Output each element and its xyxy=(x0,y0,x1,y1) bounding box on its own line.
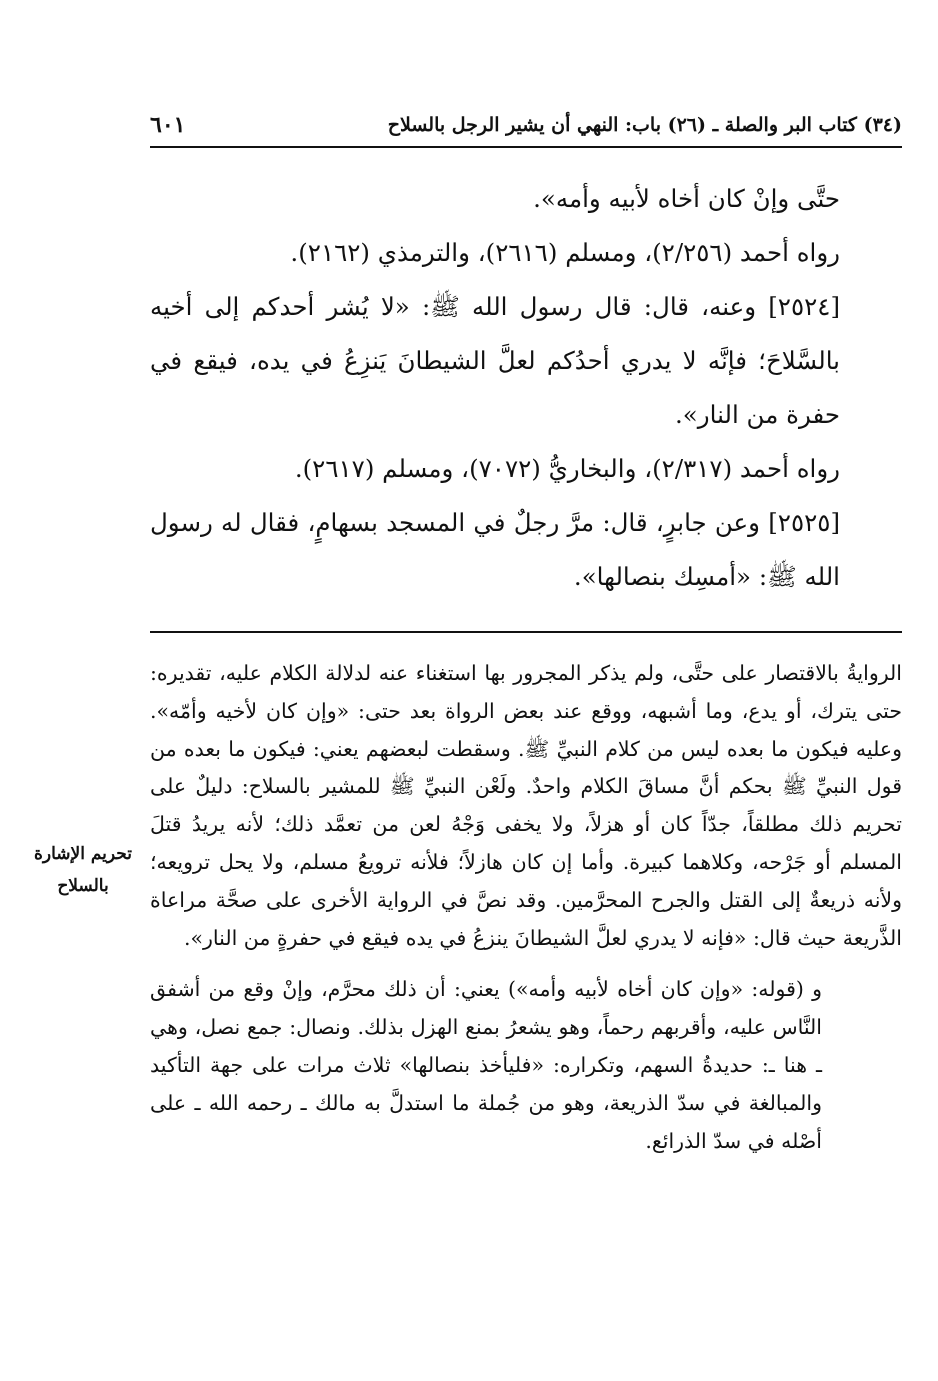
chapter-title: (٣٤) كتاب البر والصلة ـ (٢٦) باب: النهي أن يشير الرجل بالسلاح xyxy=(387,114,902,136)
hadith-reference: رواه أحمد (٢/٢٥٦)، ومسلم (٢٦١٦)، والترمذي (٢١٦٢). xyxy=(290,238,840,267)
header-divider xyxy=(150,146,902,148)
hadith-2525: [٢٥٢٥] وعن جابرٍ، قال: مرَّ رجلٌ في المسجد بسهامٍ، فقال له رسول الله ﷺ: «أمسِك بنصالها». xyxy=(150,508,840,591)
hadith-2524: [٢٥٢٤] وعنه، قال: قال رسول الله ﷺ: «لا يُشر أحدكم إلى أخيه بالسَّلاحَ؛ فإنَّه لا يدري أحدُكم لعلَّ الشيطانَ يَنزِعُ في يده، فيقع في حفرة من النار». xyxy=(150,292,840,429)
commentary-text xyxy=(150,655,902,1160)
margin-note: تحريم الإشارة بالسلاح xyxy=(33,844,132,896)
running-header xyxy=(150,110,902,144)
page-number: ٦٠١ xyxy=(150,112,186,138)
commentary-paragraph: و (قوله: «وإن كان أخاه لأبيه وأمه») يعني: أن ذلك محرَّم، وإنْ وقع من أشفق النَّاس عليه، وأقربهم رحماً، وهو يشعرُ بمنع الهزل بذلك. ونصال: جمع نصل، وهي ـ هنا ـ: حديدةُ السهم، وتكراره: «فليأخذ بنصالها» ثلاث مرات على جهة التأكيد والمبالغة في سدّ الذريعة، وهو من جُملة ما استدلَّ به مالك ـ رحمه الله ـ على أصْله في سدّ الذرائع. xyxy=(150,977,822,1153)
commentary-divider xyxy=(150,631,902,633)
hadith-text xyxy=(150,172,902,604)
hadith-continuation: حتَّى وإنْ كان أخاه لأبيه وأمه». xyxy=(533,184,840,213)
hadith-reference: رواه أحمد (٢/٣١٧)، والبخاريُّ (٧٠٧٢)، ومسلم (٢٦١٧). xyxy=(294,454,840,483)
commentary-paragraph: الروايةُ بالاقتصار على حتَّى، ولم يذكر المجرور بها استغناء عنه لدلالة الكلام عليه، تقديره: حتى يترك، أو يدع، وما أشبهه، ووقع عند بعض الرواة بعد حتى: «وإن كان لأخيه وأمّه». وعليه فيكون ما بعده ليس من كلام النبيِّ ﷺ. وسقطت لبعضهم يعني: فيكون ما بعده من قول النبيِّ ﷺ بحكم أنَّ مساقَ الكلام واحدٌ. ولَعْن النبيِّ ﷺ للمشير بالسلاح: دليلٌ على تحريم ذلك مطلقاً، جدّاً كان أو هزلاً، ولا يخفى وَجْهُ لعن من تعمَّد ذلك؛ لأنه يريدُ قتلَ المسلم أو جَرْحه، وكلاهما كبيرة. وأما إن كان هازلاً؛ فلأنه ترويعُ مسلم، ولا يحل ترويعه؛ ولأنه ذريعةٌ إلى القتل والجرح المحرَّمين. وقد نصَّ في الرواية الأخرى على صحَّة مراعاة الذَّريعة حيث قال: «فإنه لا يدري لعلَّ الشيطانَ ينزعُ في يده فيقع في حفرةٍ من النار». xyxy=(150,661,902,950)
